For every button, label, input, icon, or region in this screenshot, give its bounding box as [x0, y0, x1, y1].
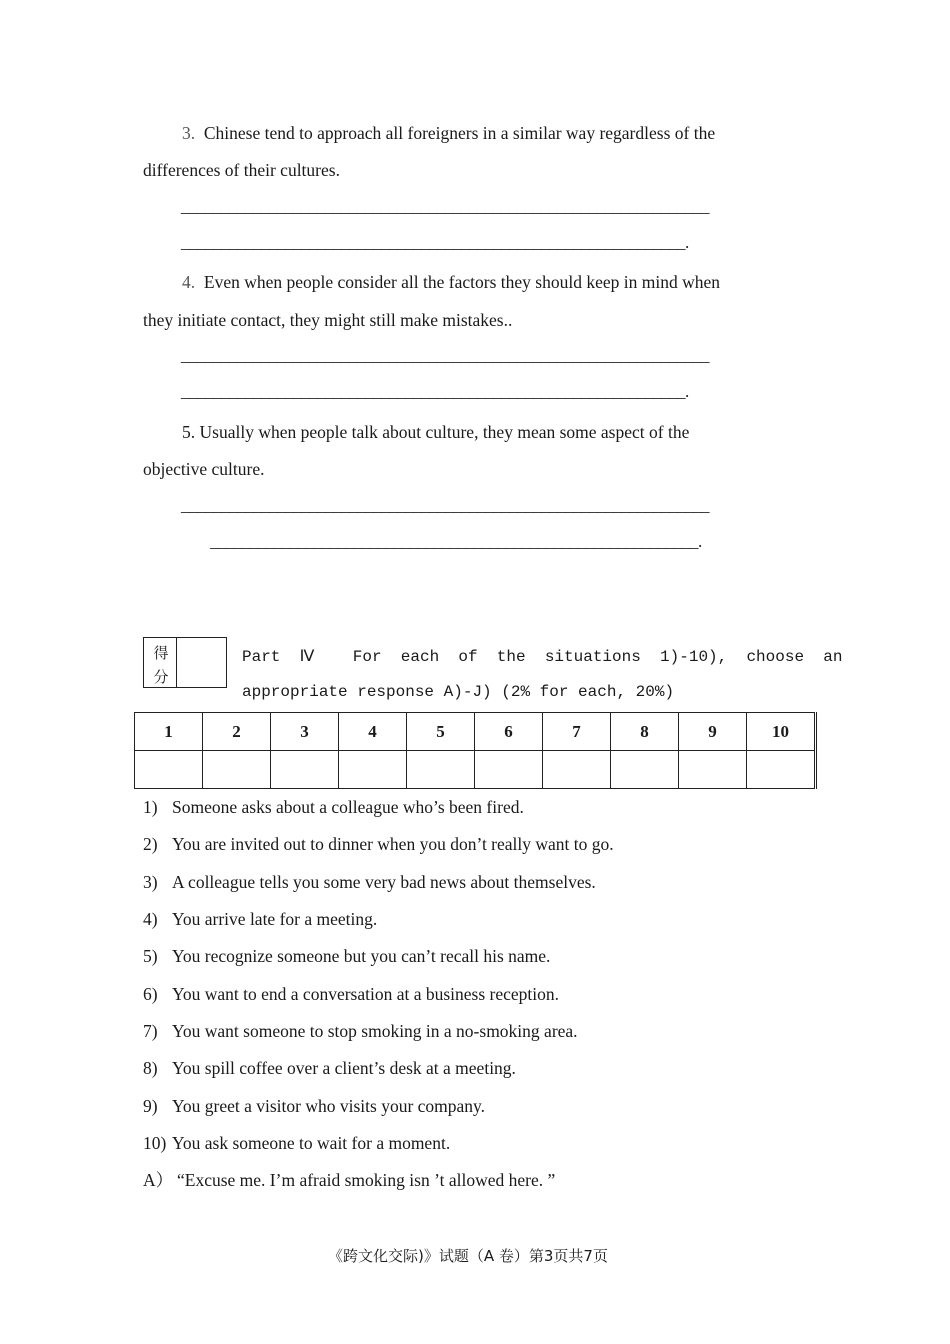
answer-table-header: 8: [611, 713, 679, 751]
score-label-char2: 分: [153, 668, 169, 686]
question-5-line1: 5. Usually when people talk about culture, they mean some aspect of the: [182, 422, 690, 442]
answer-table-header: 4: [339, 713, 407, 751]
score-box: [143, 637, 227, 688]
situation-item: 10) You ask someone to wait for a moment.: [143, 1133, 451, 1153]
question-4-line2: they initiate contact, they might still make mistakes..: [143, 310, 513, 330]
situation-item: 5) You recognize someone but you can’t recall his name.: [143, 946, 551, 966]
answer-cell[interactable]: [135, 751, 203, 789]
situation-item: 6) You want to end a conversation at a business reception.: [143, 984, 560, 1004]
answer-cell[interactable]: [679, 751, 747, 789]
answer-table-header: 3: [271, 713, 339, 751]
answer-cell[interactable]: [203, 751, 271, 789]
question-5-line2: objective culture.: [143, 459, 265, 479]
answer-blank[interactable]: _______________________________________________________________.: [181, 382, 689, 401]
part4-heading-line1: Part Ⅳ For each of the situations 1)-10), choose an: [242, 648, 843, 666]
answer-cell[interactable]: [339, 751, 407, 789]
answer-blank[interactable]: __________________________________________________________________: [181, 496, 709, 515]
answer-cell[interactable]: [271, 751, 339, 789]
part4-heading-line2: appropriate response A)-J) (2% for each, 20%): [242, 683, 675, 701]
situation-item: 7) You want someone to stop smoking in a no-smoking area.: [143, 1021, 578, 1041]
answer-cell[interactable]: [611, 751, 679, 789]
score-label-char1: 得: [153, 644, 169, 662]
answer-blank[interactable]: __________________________________________________________________: [181, 197, 709, 216]
answer-table-header: 1: [135, 713, 203, 751]
answer-table-header: 2: [203, 713, 271, 751]
answer-table-header: 10: [747, 713, 816, 751]
response-item: A） “Excuse me. I’m afraid smoking isn ’t allowed here. ”: [143, 1170, 556, 1190]
situation-item: 8) You spill coffee over a client’s desk at a meeting.: [143, 1058, 516, 1078]
question-4-line1: 4. Even when people consider all the factors they should keep in mind when: [182, 272, 720, 292]
situation-item: 2) You are invited out to dinner when you don’t really want to go.: [143, 834, 614, 854]
answer-table-input-row: [135, 751, 816, 789]
answer-blank[interactable]: _______________________________________________________________.: [181, 233, 689, 252]
score-input[interactable]: [177, 638, 227, 687]
situation-item: 9) You greet a visitor who visits your company.: [143, 1096, 486, 1116]
answer-cell[interactable]: [407, 751, 475, 789]
answer-table-header: 6: [475, 713, 543, 751]
question-3-line2: differences of their cultures.: [143, 160, 340, 180]
situation-item: 4) You arrive late for a meeting.: [143, 909, 378, 929]
answer-table-header: 9: [679, 713, 747, 751]
situation-item: 3) A colleague tells you some very bad news about themselves.: [143, 872, 596, 892]
answer-table: [134, 712, 817, 789]
answer-table-header: 7: [543, 713, 611, 751]
answer-table-header: 5: [407, 713, 475, 751]
question-3-line1: 3. Chinese tend to approach all foreigners in a similar way regardless of the: [182, 123, 716, 143]
answer-table-header-row: [135, 713, 816, 751]
answer-blank[interactable]: _____________________________________________________________.: [210, 532, 702, 551]
answer-blank[interactable]: __________________________________________________________________: [181, 346, 709, 365]
answer-cell[interactable]: [475, 751, 543, 789]
page-footer: 《跨文化交际)》试题（A 卷）第3页共7页: [328, 1247, 608, 1265]
answer-cell[interactable]: [747, 751, 816, 789]
answer-cell[interactable]: [543, 751, 611, 789]
situation-item: 1) Someone asks about a colleague who’s been fired.: [143, 797, 524, 817]
